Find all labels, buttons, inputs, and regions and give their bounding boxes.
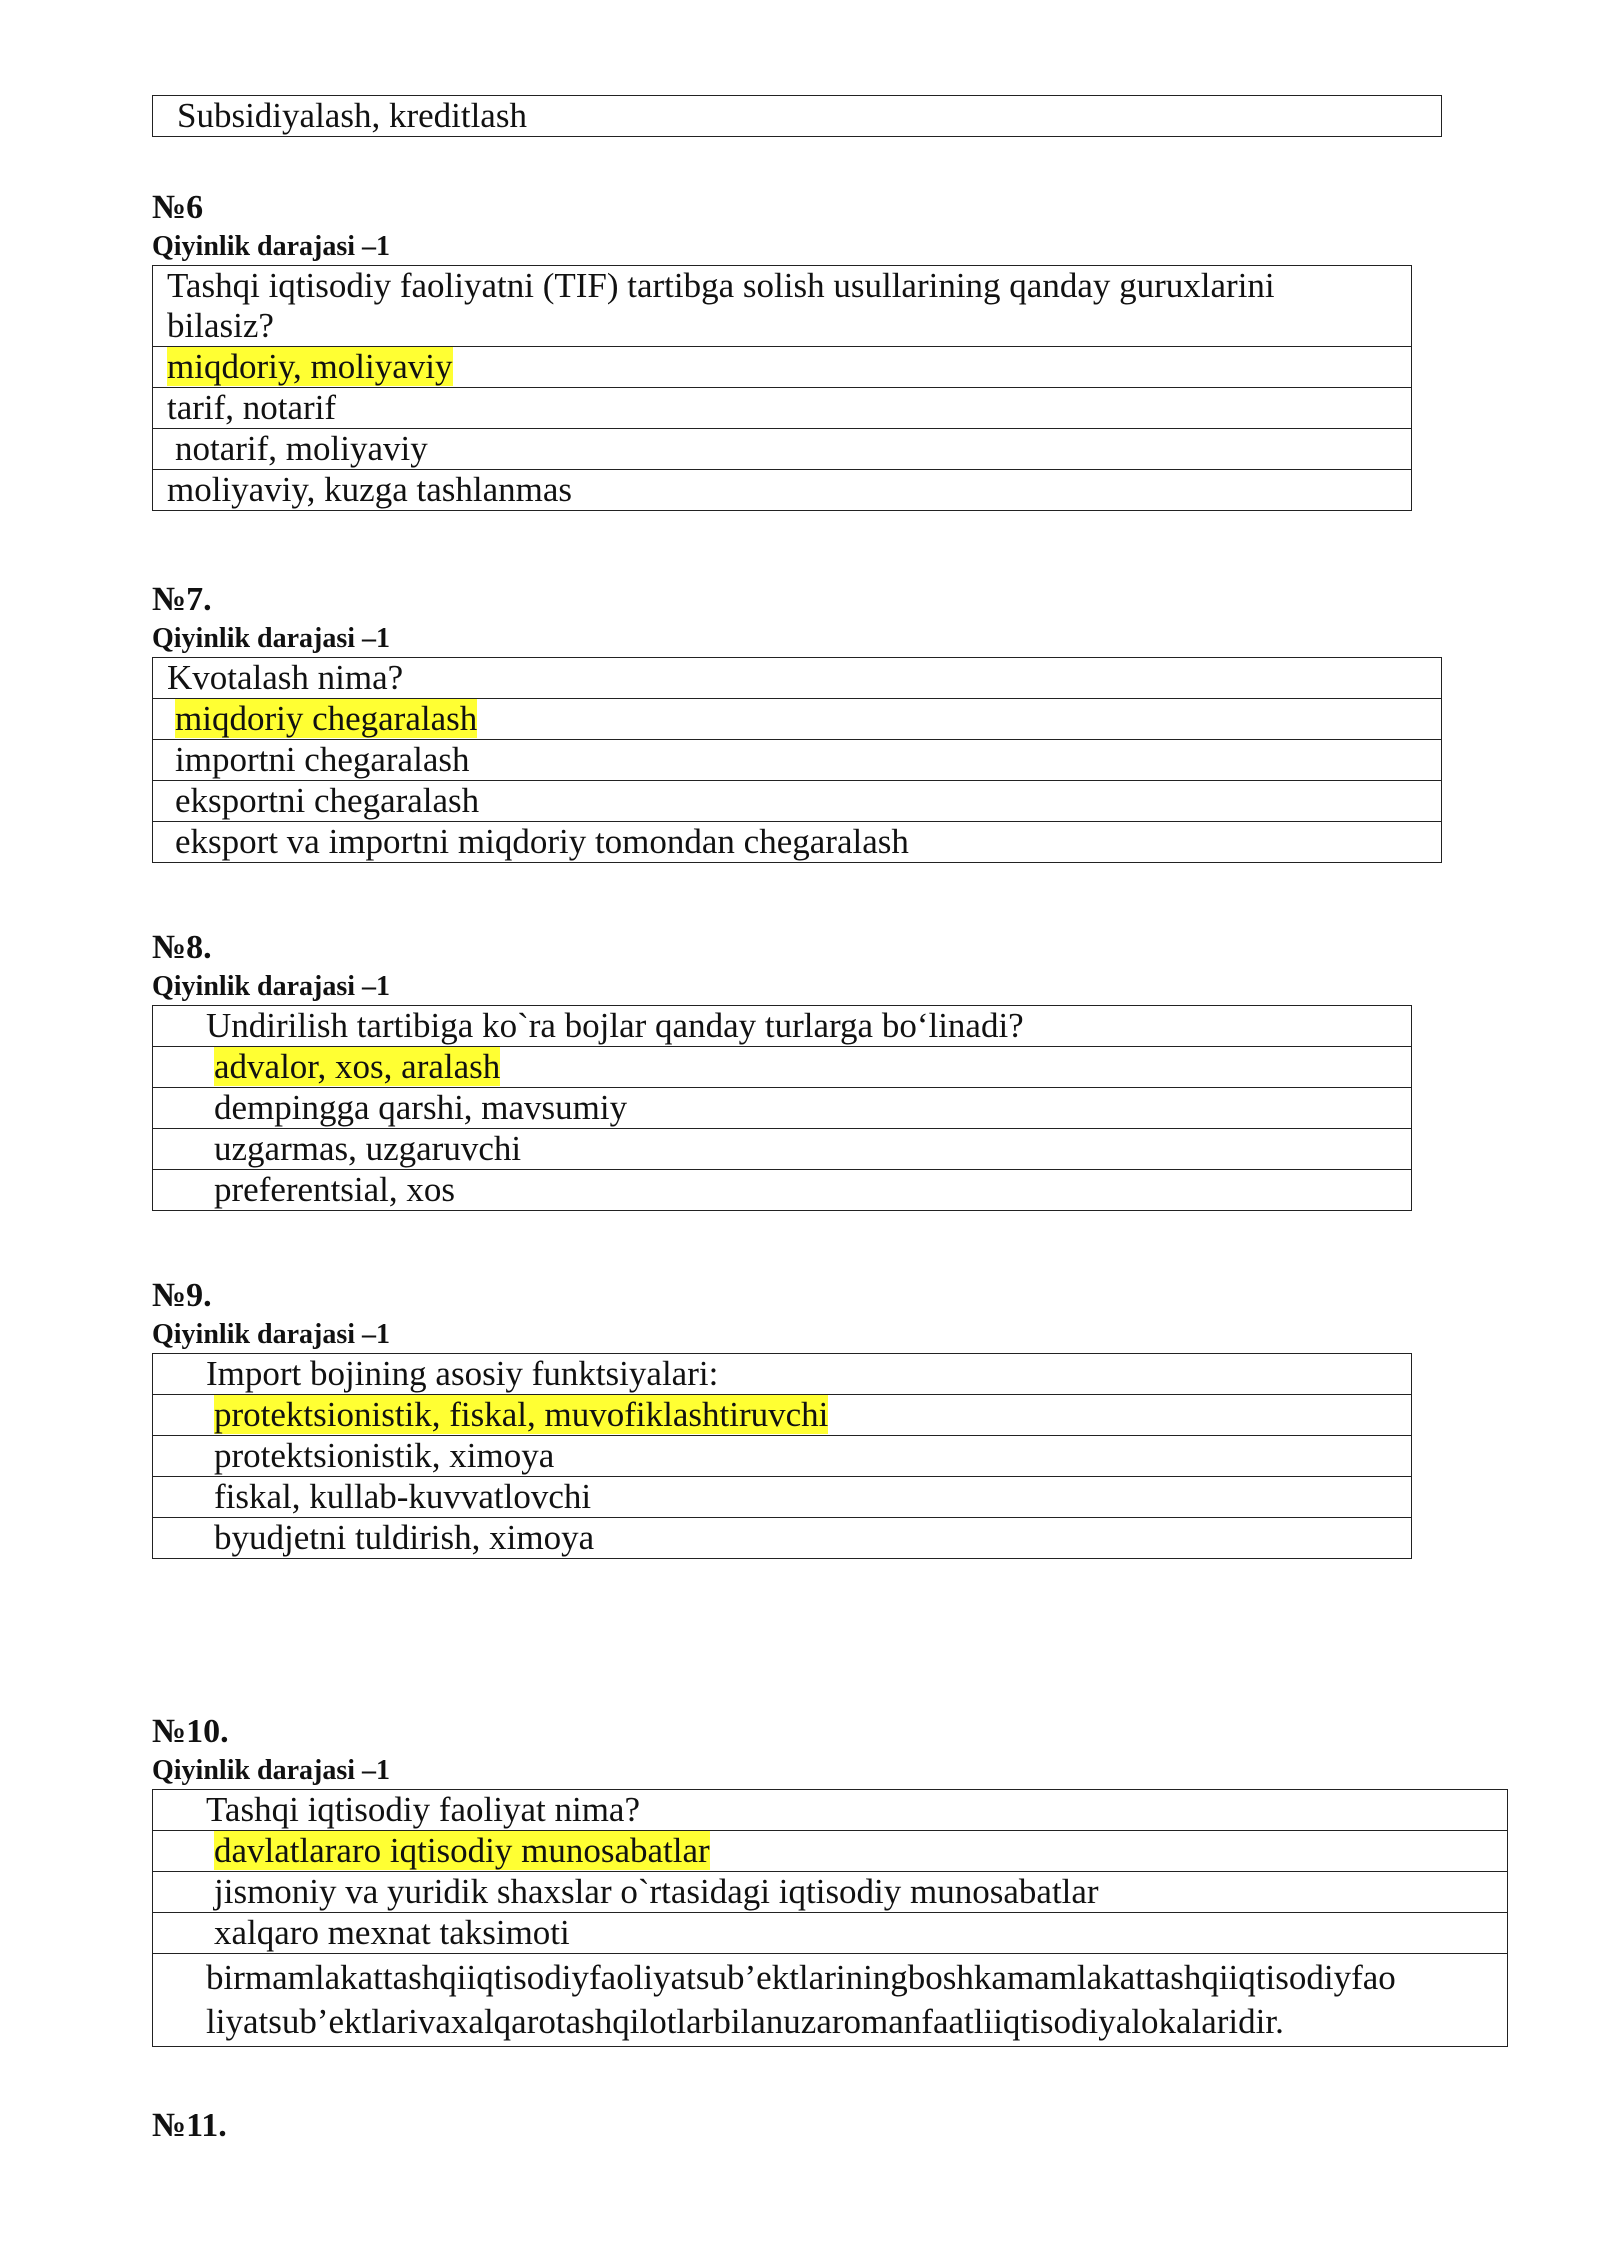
highlighted-answer: miqdoriy chegaralash xyxy=(175,699,478,738)
answer-option: xalqaro mexnat taksimoti xyxy=(153,1913,1508,1954)
answer-option: uzgarmas, uzgaruvchi xyxy=(153,1129,1412,1170)
answer-option: protektsionistik, ximoya xyxy=(153,1436,1412,1477)
answer-option-correct xyxy=(153,347,1412,388)
answer-option: jismoniy va yuridik shaxslar o`rtasidagi iqtisodiy munosabatlar xyxy=(153,1872,1508,1913)
question-table xyxy=(152,657,1442,863)
highlighted-answer: advalor, xos, aralash xyxy=(214,1047,501,1086)
question-text: Tashqi iqtisodiy faoliyatni (TIF) tartibga solish usullarining qanday guruxlarini bilasiz? xyxy=(153,266,1412,347)
question-text: Tashqi iqtisodiy faoliyat nima? xyxy=(153,1790,1508,1831)
answer-option: preferentsial, xos xyxy=(153,1170,1412,1211)
question-number: №8. xyxy=(152,929,212,966)
question-text: Import bojining asosiy funktsiyalari: xyxy=(153,1354,1412,1395)
question-text: Undirilish tartibiga ko`ra bojlar qanday turlarga bo‘linadi? xyxy=(153,1006,1412,1047)
question-number: №10. xyxy=(152,1713,229,1750)
answer-option: fiskal, kullab-kuvvatlovchi xyxy=(153,1477,1412,1518)
question-text: Kvotalash nima? xyxy=(153,658,1442,699)
answer-option: birmamlakattashqiiqtisodiyfaoliyatsub’ektlariningboshkamamlakattashqiiqtisodiyfao liyatsub’ektlarivaxalqarotashqilotlarbilanuzaromanfaatliiqtisodiyalokalaridir. xyxy=(153,1954,1508,2047)
answer-option-correct xyxy=(153,1831,1508,1872)
question-number: №6 xyxy=(152,189,204,226)
question-number: №7. xyxy=(152,581,212,618)
answer-option: tarif, notarif xyxy=(153,388,1412,429)
question-table xyxy=(152,1353,1412,1559)
answer-option: moliyaviy, kuzga tashlanmas xyxy=(153,470,1412,511)
difficulty-label: Qiyinlik darajasi –1 xyxy=(152,623,391,654)
highlighted-answer: davlatlararo iqtisodiy munosabatlar xyxy=(214,1831,710,1870)
question-table xyxy=(152,265,1412,511)
difficulty-label: Qiyinlik darajasi –1 xyxy=(152,1755,391,1786)
answer-option: dempingga qarshi, mavsumiy xyxy=(153,1088,1412,1129)
highlighted-answer: protektsionistik, fiskal, muvofiklashtiruvchi xyxy=(214,1395,829,1434)
answer-option-correct xyxy=(153,1395,1412,1436)
question-number: №9. xyxy=(152,1277,212,1314)
answer-option: eksport va importni miqdoriy tomondan chegaralash xyxy=(153,822,1442,863)
answer-text: Subsidiyalash, kreditlash xyxy=(153,96,1442,137)
question-table xyxy=(152,1789,1508,2047)
answer-option: notarif, moliyaviy xyxy=(153,429,1412,470)
difficulty-label: Qiyinlik darajasi –1 xyxy=(152,971,391,1002)
answer-option: byudjetni tuldirish, ximoya xyxy=(153,1518,1412,1559)
answer-box-top xyxy=(152,95,1442,137)
highlighted-answer: miqdoriy, moliyaviy xyxy=(167,347,453,386)
answer-option-correct xyxy=(153,699,1442,740)
answer-option: eksportni chegaralash xyxy=(153,781,1442,822)
answer-option-correct xyxy=(153,1047,1412,1088)
difficulty-label: Qiyinlik darajasi –1 xyxy=(152,231,391,262)
difficulty-label: Qiyinlik darajasi –1 xyxy=(152,1319,391,1350)
question-number: №11. xyxy=(152,2107,227,2144)
question-table xyxy=(152,1005,1412,1211)
answer-option: importni chegaralash xyxy=(153,740,1442,781)
